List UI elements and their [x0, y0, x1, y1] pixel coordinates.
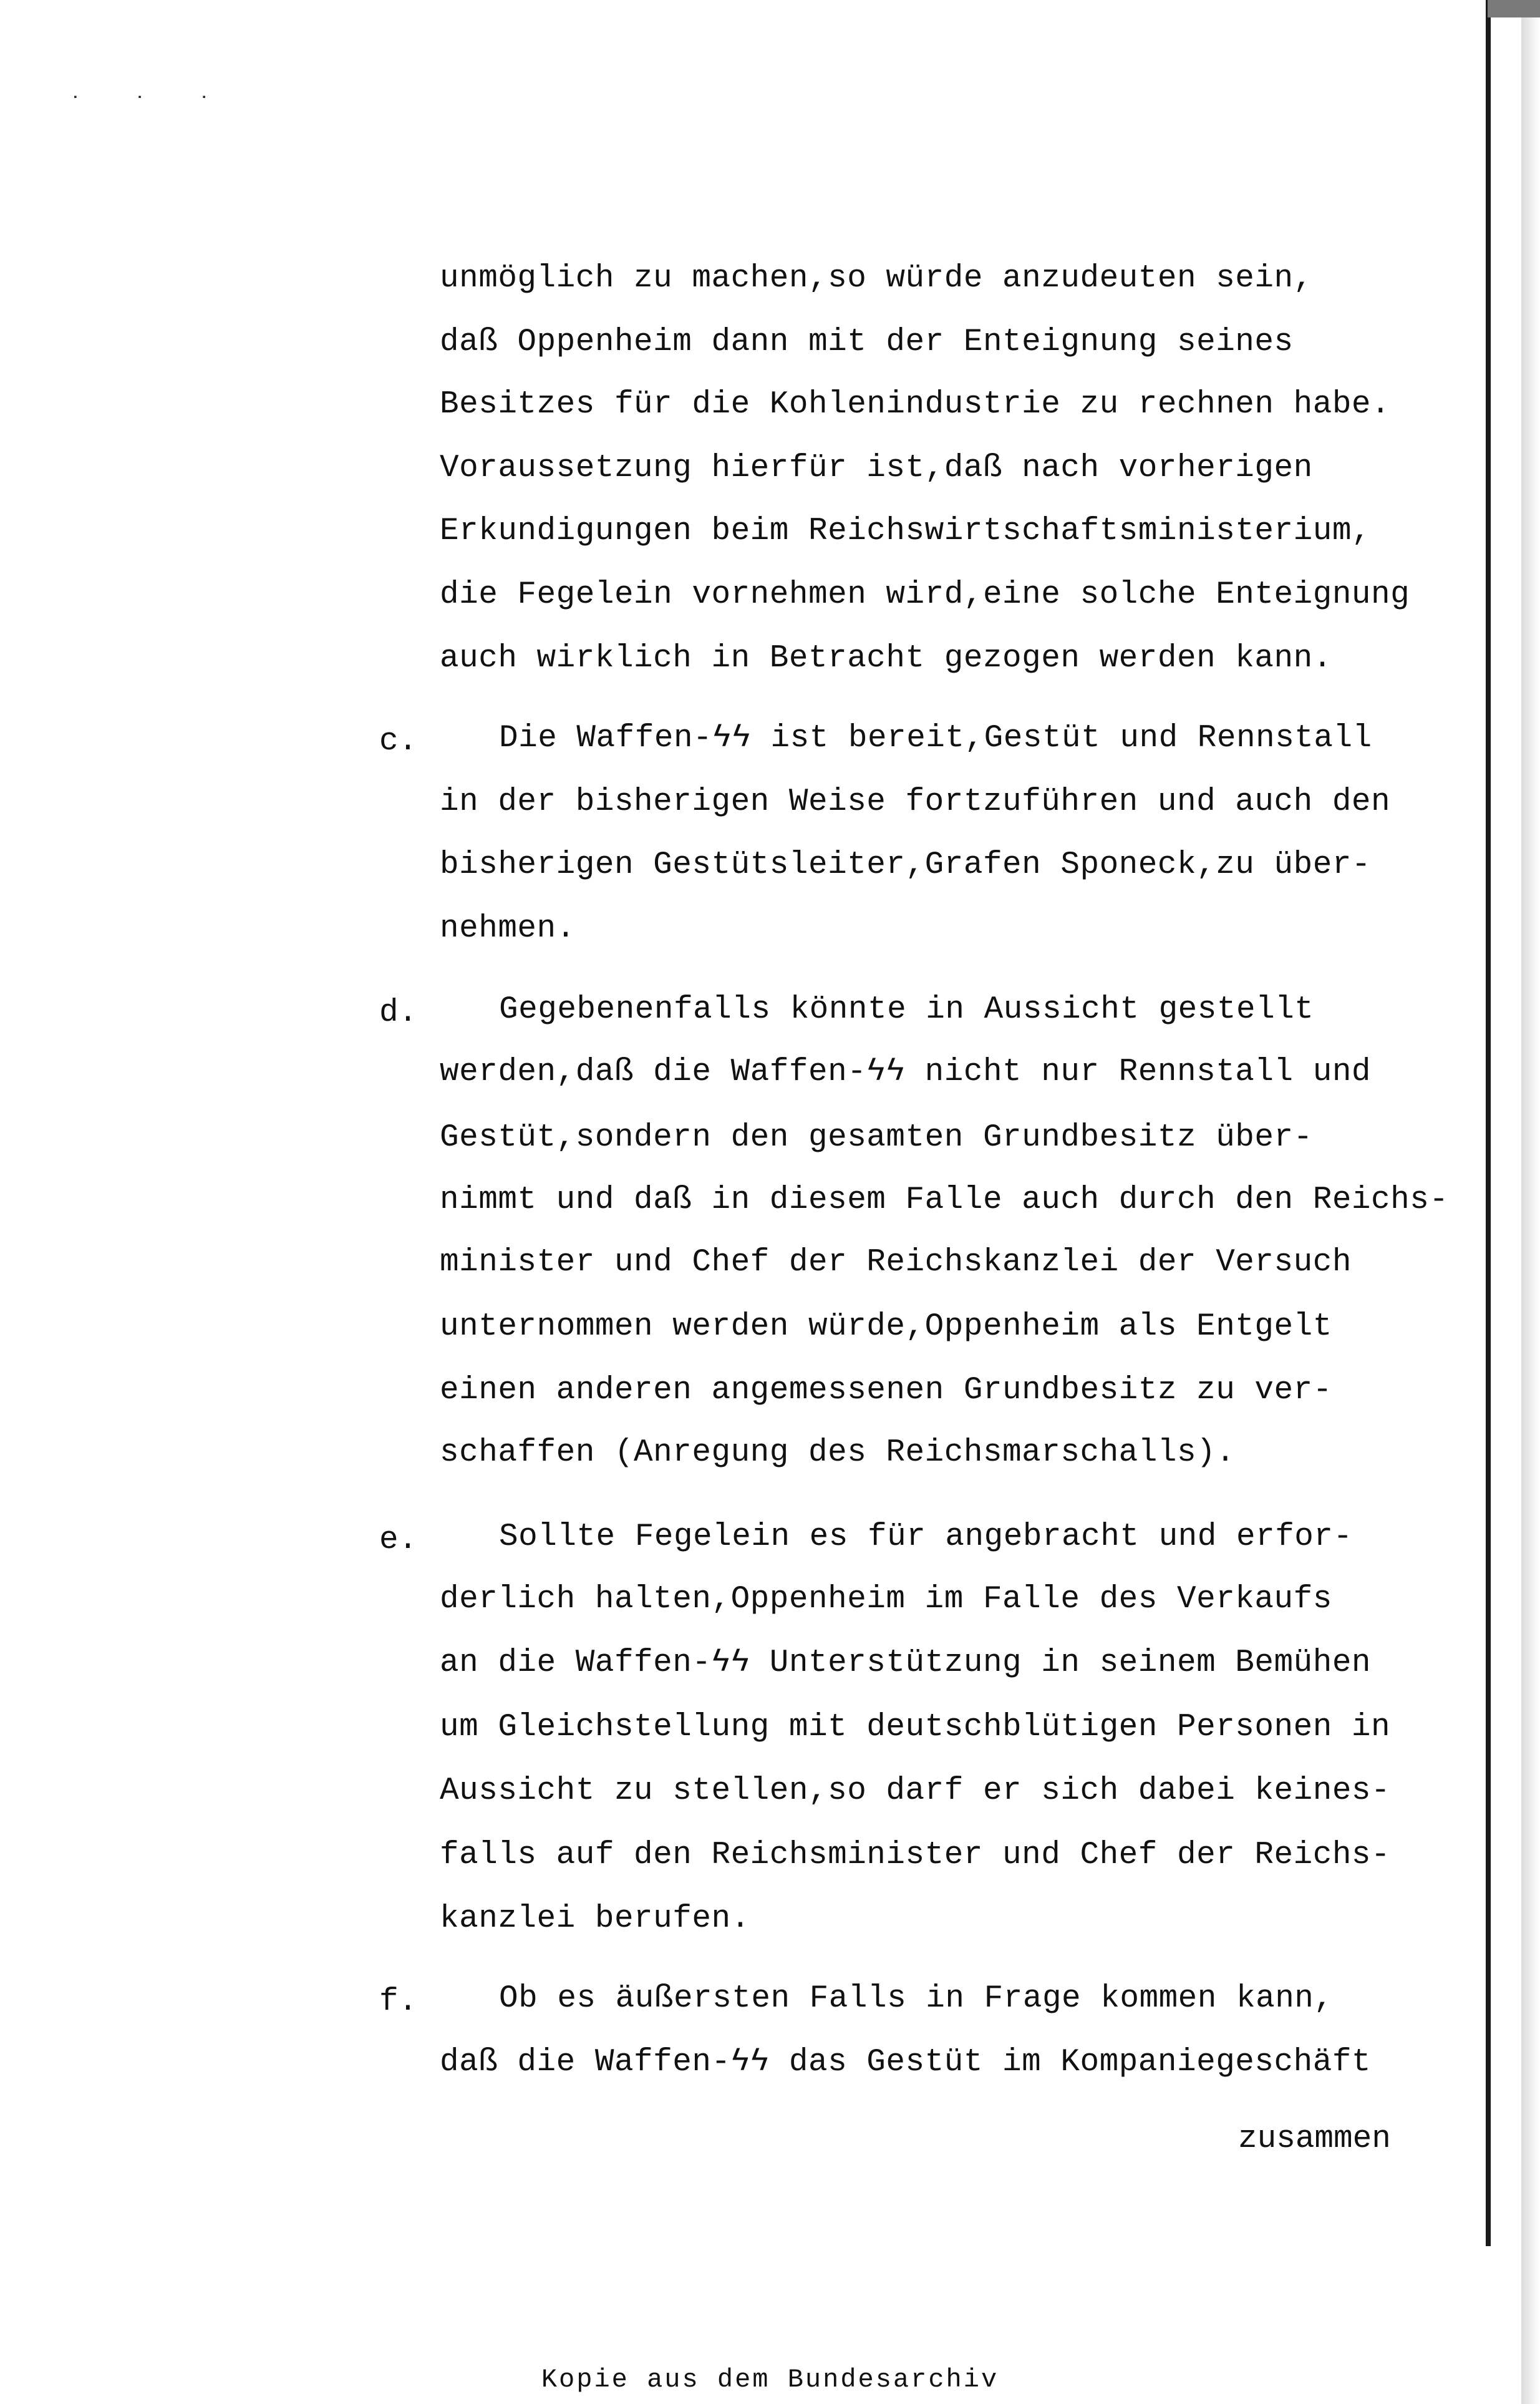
item-f-line: Ob es äußersten Falls in Frage kommen kann, — [499, 1981, 1334, 2017]
text-line: die Fegelein vornehmen wird,eine solche Enteignung — [440, 577, 1410, 613]
item-c-line: Die Waffen-ϟϟ ist bereit,Gestüt und Rennstall — [499, 721, 1372, 756]
item-d-line: minister und Chef der Reichskanzlei der Versuch — [440, 1245, 1352, 1280]
item-e-line: Aussicht zu stellen,so darf er sich dabei keines- — [440, 1773, 1391, 1809]
item-c-line: nehmen. — [440, 911, 576, 947]
item-c-line: in der bisherigen Weise fortzuführen und auch den — [440, 784, 1391, 820]
item-label-d: d. — [379, 995, 418, 1031]
page-edge-line — [1486, 0, 1491, 2246]
text-line: auch wirklich in Betracht gezogen werden kann. — [440, 641, 1332, 676]
item-e-line: an die Waffen-ϟϟ Unterstützung in seinem Bemühen — [440, 1645, 1372, 1681]
text-line: Voraussetzung hierfür ist,daß nach vorherigen — [440, 450, 1313, 486]
item-d-line: einen anderen angemessenen Grundbesitz zu ver- — [440, 1373, 1332, 1408]
scanner-tab — [1488, 0, 1540, 17]
item-e-line: um Gleichstellung mit deutschblütigen Personen in — [440, 1710, 1391, 1745]
item-e-line: falls auf den Reichsminister und Chef der Reichs- — [440, 1837, 1391, 1873]
item-label-f: f. — [379, 1984, 418, 2020]
archive-footer: Kopie aus dem Bundesarchiv — [541, 2365, 999, 2395]
item-label-e: e. — [379, 1522, 418, 1558]
item-e-line: Sollte Fegelein es für angebracht und erfor- — [499, 1519, 1353, 1555]
item-c-line: bisherigen Gestütsleiter,Grafen Sponeck,zu über- — [440, 847, 1372, 883]
item-e-line: derlich halten,Oppenheim im Falle des Verkaufs — [440, 1582, 1332, 1617]
text-line: unmöglich zu machen,so würde anzudeuten sein, — [440, 261, 1313, 296]
item-d-line: Gegebenenfalls könnte in Aussicht gestellt — [499, 992, 1314, 1028]
item-d-line: nimmt und daß in diesem Falle auch durch den Reichs- — [440, 1182, 1449, 1218]
item-d-line: werden,daß die Waffen-ϟϟ nicht nur Rennstall und — [440, 1054, 1372, 1090]
item-e-line: kanzlei berufen. — [440, 1901, 750, 1937]
margin-marks: ˙ ˙ ˙ — [69, 94, 230, 119]
item-d-line: Gestüt,sondern den gesamten Grundbesitz über- — [440, 1120, 1313, 1156]
item-d-line: unternommen werden würde,Oppenheim als Entgelt — [440, 1309, 1332, 1345]
catchword: zusammen — [1238, 2121, 1391, 2157]
text-line: Erkundigungen beim Reichswirtschaftsministerium, — [440, 513, 1372, 549]
item-d-line: schaffen (Anregung des Reichsmarschalls). — [440, 1435, 1236, 1471]
item-f-line: daß die Waffen-ϟϟ das Gestüt im Kompaniegeschäft — [440, 2045, 1372, 2080]
item-label-c: c. — [379, 724, 418, 759]
text-line: Besitzes für die Kohlenindustrie zu rechnen habe. — [440, 387, 1391, 422]
page-edge-shadow — [1496, 0, 1540, 2404]
text-line: daß Oppenheim dann mit der Enteignung seines — [440, 324, 1294, 360]
